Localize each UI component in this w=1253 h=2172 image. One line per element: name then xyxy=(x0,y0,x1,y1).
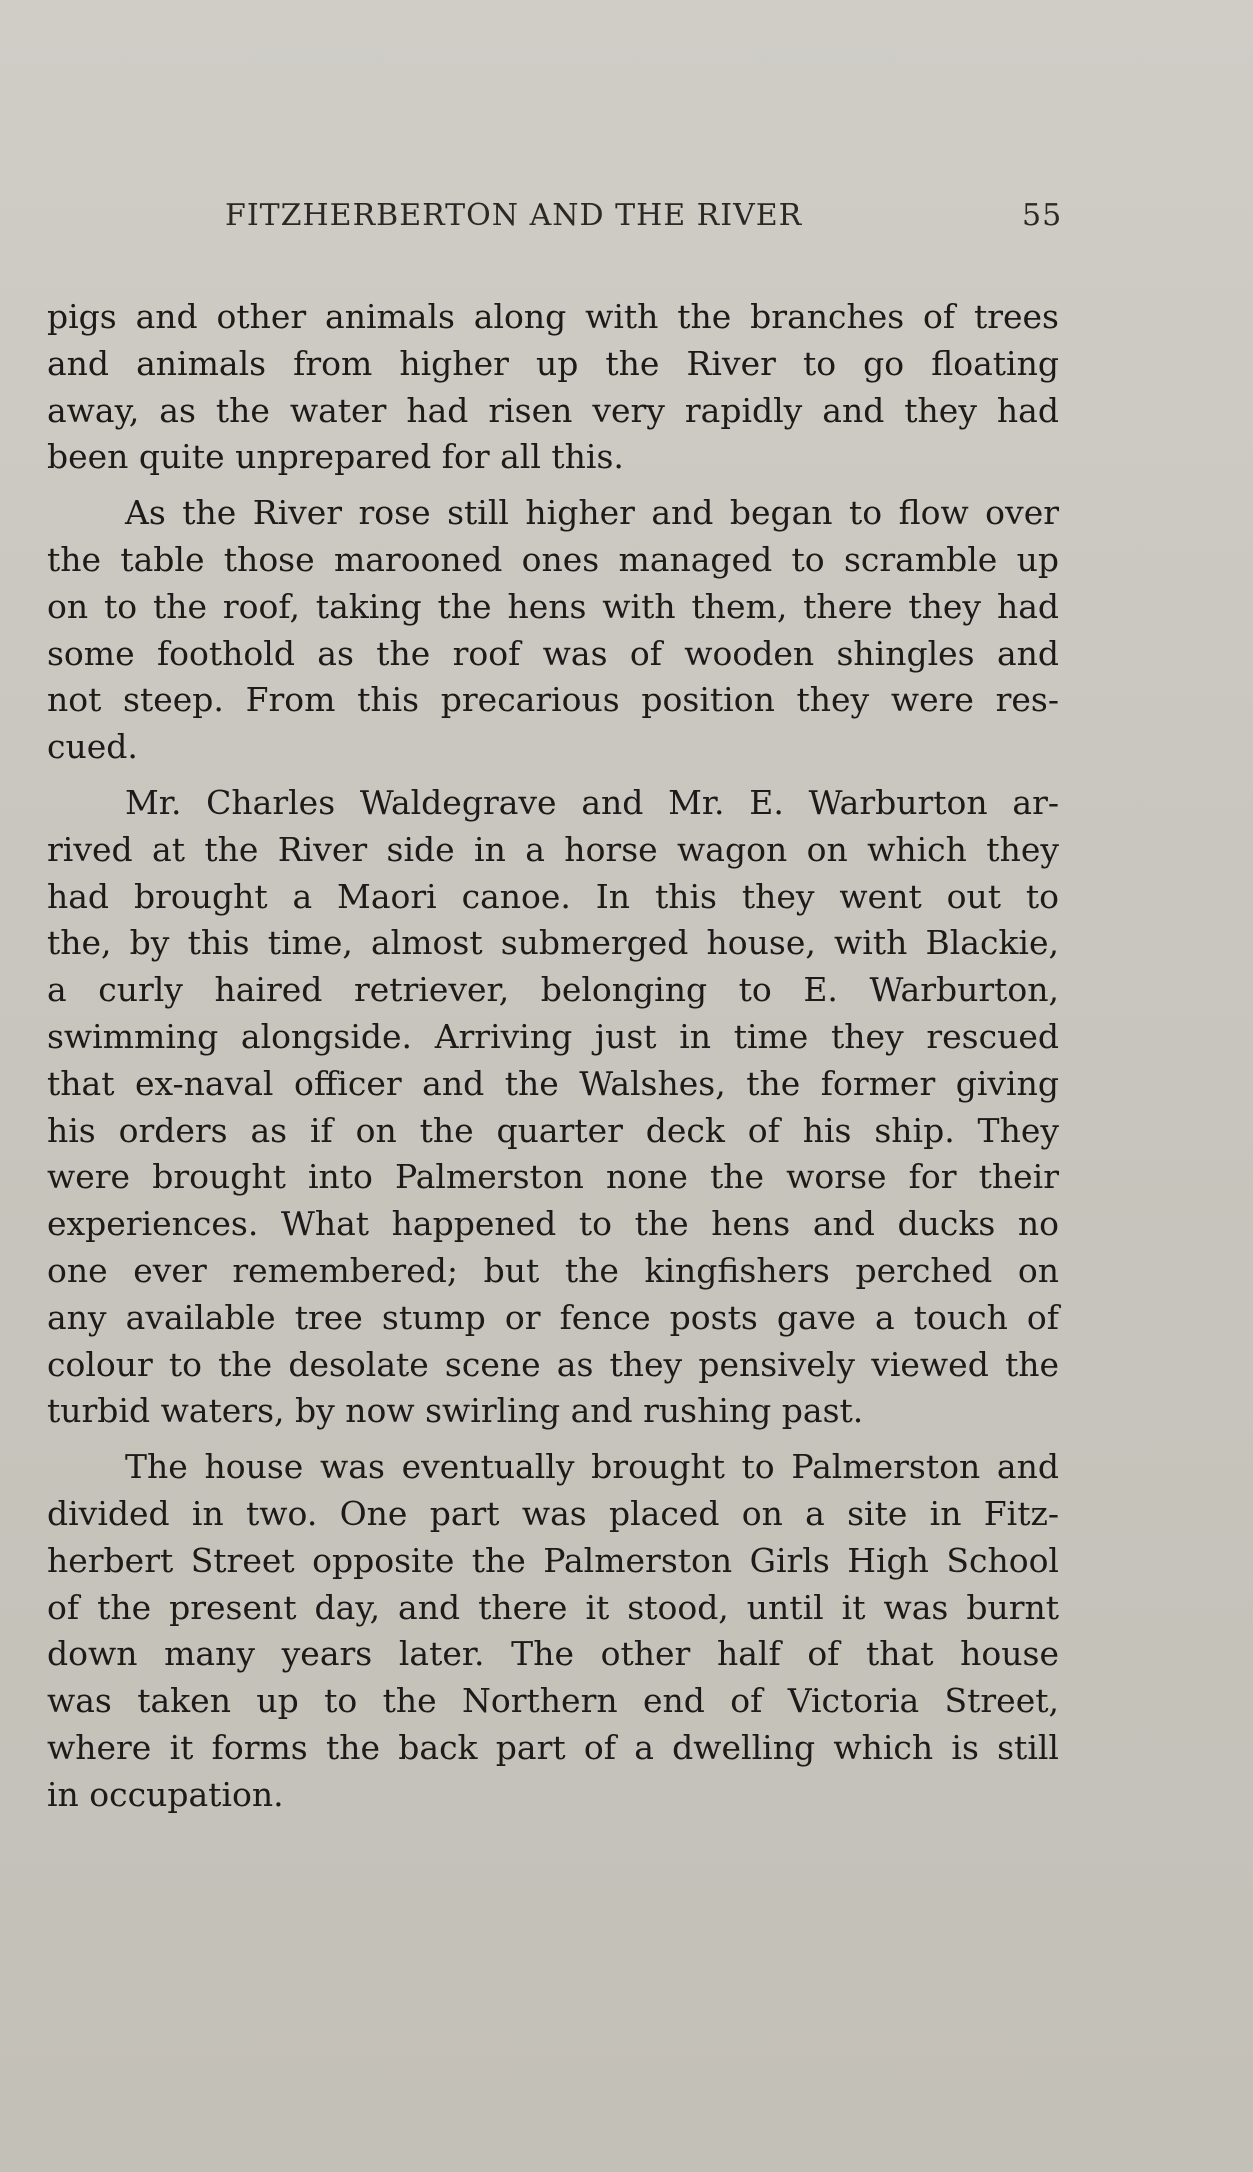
paragraph xyxy=(47,294,1059,481)
text-line: turbid waters, by now swirling and rushing past. xyxy=(47,1391,864,1431)
text-line: rived at the River side in a horse wagon on which they xyxy=(47,829,1059,869)
paragraph xyxy=(47,490,1059,771)
text-line: pigs and other animals along with the branches of trees xyxy=(47,297,1059,336)
text-line: that ex-naval officer and the Walshes, the former giving xyxy=(47,1063,1059,1103)
paragraph xyxy=(47,780,1059,1435)
page-number: 55 xyxy=(1022,198,1063,233)
text-line: down many years later. The other half of that house xyxy=(47,1634,1059,1674)
text-line: colour to the desolate scene as they pensively viewed the xyxy=(47,1344,1059,1384)
text-line: Mr. Charles Waldegrave and Mr. E. Warburton ar- xyxy=(125,782,1059,822)
text-line: on to the roof, taking the hens with them, there they had xyxy=(47,586,1059,626)
text-line: herbert Street opposite the Palmerston Girls High School xyxy=(47,1540,1059,1580)
text-line: been quite unprepared for all this. xyxy=(47,437,624,477)
text-line: some foothold as the roof was of wooden shingles and xyxy=(47,633,1059,673)
text-line: divided in two. One part was placed on a site in Fitz- xyxy=(47,1493,1059,1533)
text-line: were brought into Palmerston none the worse for their xyxy=(47,1157,1059,1197)
text-line: As the River rose still higher and began to flow over xyxy=(125,493,1059,533)
text-line: where it forms the back part of a dwelling which is still xyxy=(47,1727,1059,1767)
text-line: experiences. What happened to the hens and ducks no xyxy=(47,1204,1059,1244)
text-line: was taken up to the Northern end of Victoria Street, xyxy=(47,1681,1059,1721)
text-line: cued. xyxy=(47,727,138,767)
text-line: a curly haired retriever, belonging to E. Warburton, xyxy=(47,970,1059,1010)
text-line: the, by this time, almost submerged house, with Blackie, xyxy=(47,923,1059,963)
text-line: not steep. From this precarious position they were res- xyxy=(47,680,1059,720)
text-line: and animals from higher up the River to go floating xyxy=(47,343,1059,383)
text-line: in occupation. xyxy=(47,1774,284,1814)
page-header xyxy=(0,198,1253,238)
running-title: FITZHERBERTON AND THE RIVER xyxy=(225,198,803,233)
paragraph xyxy=(47,1444,1059,1818)
text-line: any available tree stump or fence posts gave a touch of xyxy=(47,1297,1059,1337)
text-line: away, as the water had risen very rapidly and they had xyxy=(47,390,1059,430)
text-line: the table those marooned ones managed to scramble up xyxy=(47,539,1059,579)
text-line: of the present day, and there it stood, until it was burnt xyxy=(47,1587,1059,1627)
text-line: had brought a Maori canoe. In this they went out to xyxy=(47,876,1059,916)
text-line: swimming alongside. Arriving just in time they rescued xyxy=(47,1016,1059,1056)
text-line: his orders as if on the quarter deck of his ship. They xyxy=(47,1110,1059,1150)
text-line: The house was eventually brought to Palmerston and xyxy=(125,1447,1059,1487)
text-line: one ever remembered; but the kingfishers perched on xyxy=(47,1250,1059,1290)
body-text xyxy=(47,294,1059,1828)
